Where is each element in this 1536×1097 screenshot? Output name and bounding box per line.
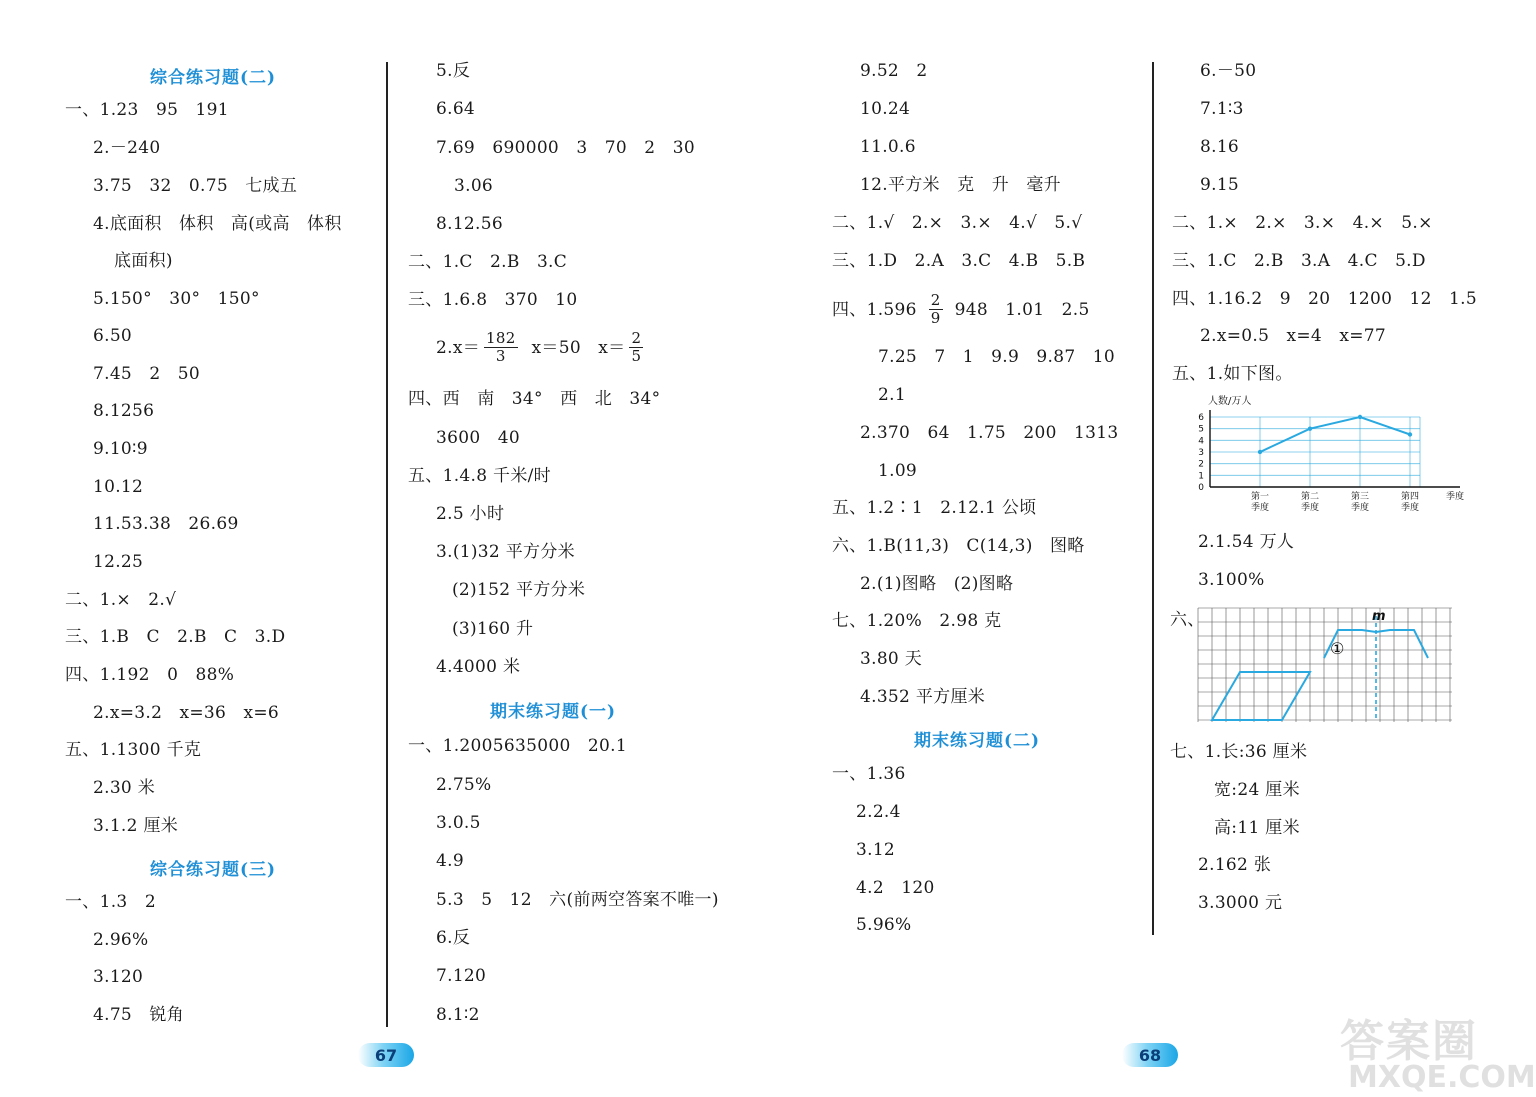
answer-line: 4.底面积 体积 高(或高 体积 <box>93 214 342 234</box>
answer-line: 三、1.C 2.B 3.A 4.C 5.D <box>1172 251 1426 271</box>
answer-line: 3.12 <box>856 840 896 860</box>
answer-line: 10.24 <box>860 99 911 119</box>
answer-line: 9.10∶9 <box>93 439 148 459</box>
answer-line: 四、1.192 0 88% <box>65 665 235 685</box>
chart-x-axis-label: 季度 <box>1445 492 1465 502</box>
chart-x-tick-label: 第四 <box>1400 492 1420 502</box>
answer-line: 2.162 张 <box>1198 855 1272 875</box>
chart-x-tick-label: 第三 <box>1350 492 1370 502</box>
answer-line: 12.平方米 克 升 毫升 <box>860 175 1061 195</box>
chart-x-tick-label: 季度 <box>1300 503 1320 513</box>
chart-x-tick-label: 季度 <box>1250 503 1270 513</box>
answer-line: 四、西 南 34° 西 北 34° <box>408 389 661 409</box>
answer-line: 3.06 <box>454 176 494 196</box>
equation-suffix: 948 1.01 2.5 <box>954 299 1090 320</box>
equation-line <box>436 330 647 365</box>
answer-line: 7.69 690000 3 70 2 30 <box>436 138 695 158</box>
answer-line: 4.2 120 <box>856 878 935 898</box>
axis-label: m <box>1372 609 1386 624</box>
chart-y-tick-label: 2 <box>1198 459 1204 470</box>
answer-line: 1.09 <box>878 461 918 481</box>
chart-y-tick-label: 1 <box>1198 471 1204 482</box>
chart-x-tick-label: 季度 <box>1350 503 1370 513</box>
grid-figure <box>1196 606 1456 726</box>
answer-line: 七、1.长:36 厘米 <box>1170 742 1308 762</box>
answer-line: 2.370 64 1.75 200 1313 <box>860 423 1119 443</box>
fraction-denominator: 9 <box>930 309 941 327</box>
fraction <box>629 330 643 365</box>
answer-line: 五、1.2∶1 2.12.1 公顷 <box>832 498 1037 518</box>
fraction-numerator: 2 <box>930 291 941 309</box>
answer-line: 三、1.D 2.A 3.C 4.B 5.B <box>832 251 1086 271</box>
answer-line: 7.45 2 50 <box>93 364 200 384</box>
section-heading: 综合练习题(三) <box>150 860 277 880</box>
answer-line: 五、1.4.8 千米/时 <box>408 466 551 486</box>
chart-data-point <box>1358 415 1362 419</box>
watermark-url: MXQE.COM <box>1348 1060 1536 1095</box>
equation-prefix: 2.x＝ <box>436 337 481 358</box>
answer-line: 高:11 厘米 <box>1214 818 1300 838</box>
answer-line: 2.x=3.2 x=36 x=6 <box>93 703 279 723</box>
answer-line: 2.1 <box>878 385 906 405</box>
fraction <box>929 292 943 327</box>
answer-line: 12.25 <box>93 552 144 572</box>
answer-line: 11.0.6 <box>860 137 916 157</box>
answer-line: 二、1.× 2.× 3.× 4.× 5.× <box>1172 213 1433 233</box>
answer-line: 二、1.√ 2.× 3.× 4.√ 5.√ <box>832 213 1083 233</box>
chart-y-tick-label: 5 <box>1198 424 1204 435</box>
section-heading: 期末练习题(二) <box>914 731 1041 751</box>
answer-line: 7.25 7 1 9.9 9.87 10 <box>878 347 1116 367</box>
line-chart <box>1180 392 1470 520</box>
watermark-logo-text: 答案圈 <box>1340 1016 1478 1067</box>
chart-data-point <box>1308 426 1312 430</box>
equation-line <box>832 292 1090 327</box>
answer-line: 4.352 平方厘米 <box>860 687 986 707</box>
chart-y-tick-label: 4 <box>1198 436 1204 447</box>
chart-x-tick-label: 第一 <box>1250 492 1270 502</box>
answer-line: 5.96% <box>856 915 912 935</box>
answer-line: 宽:24 厘米 <box>1214 780 1300 800</box>
answer-line: 一、1.3 2 <box>65 892 156 912</box>
chart-series-line <box>1260 417 1410 452</box>
answer-line: 5.3 5 12 六(前两空答案不唯一) <box>436 890 719 910</box>
fraction-numerator: 2 <box>631 329 642 347</box>
answer-line: 3.1.2 厘米 <box>93 816 179 836</box>
fraction <box>484 330 518 365</box>
answer-line: 5.反 <box>436 61 471 81</box>
answer-line: 2.1.54 万人 <box>1198 532 1295 552</box>
answer-line: 2.2.4 <box>856 802 901 822</box>
answer-line: 8.1256 <box>93 401 155 421</box>
page-number-left: 67 <box>358 1043 414 1067</box>
section-label: 六、 <box>1170 610 1205 630</box>
answer-line: 2.96% <box>93 930 149 950</box>
answer-line: 6.反 <box>436 928 471 948</box>
answer-line: 6.64 <box>436 99 476 119</box>
watermark <box>1340 1005 1536 1095</box>
answer-line: (2)152 平方分米 <box>452 580 586 600</box>
answer-line: 七、1.20% 2.98 克 <box>832 611 1002 631</box>
answer-line: 一、1.36 <box>832 764 906 784</box>
chart-y-axis-label: 人数/万人 <box>1208 396 1252 407</box>
answer-line: 9.15 <box>1200 175 1240 195</box>
answer-line: 4.75 锐角 <box>93 1005 184 1025</box>
answer-line: 二、1.× 2.√ <box>65 590 177 610</box>
answer-line: 四、1.16.2 9 20 1200 12 1.5 <box>1172 289 1477 309</box>
shape-label: ① <box>1330 639 1345 658</box>
answer-line: 2.5 小时 <box>436 504 505 524</box>
chart-data-point <box>1408 432 1412 436</box>
chart-x-tick-label: 季度 <box>1400 503 1420 513</box>
chart-y-tick-label: 0 <box>1198 483 1204 493</box>
answer-line: 3.80 天 <box>860 649 923 669</box>
answer-line: 11.53.38 26.69 <box>93 514 239 534</box>
answer-line: 4.9 <box>436 851 464 871</box>
answer-line: (3)160 升 <box>452 619 534 639</box>
chart-data-point <box>1258 450 1262 454</box>
answer-line: 一、1.23 95 191 <box>65 100 229 120</box>
answer-line: 9.52 2 <box>860 61 928 81</box>
equation-middle: x＝50 x＝ <box>531 337 626 358</box>
fraction-denominator: 5 <box>631 347 642 365</box>
section-heading: 期末练习题(一) <box>490 702 617 722</box>
answer-line: 3.120 <box>93 967 144 987</box>
answer-line: 3.100% <box>1198 570 1265 590</box>
answer-line: 五、1.如下图。 <box>1172 364 1293 384</box>
answer-line: 一、1.2005635000 20.1 <box>408 736 627 756</box>
answer-line: 8.16 <box>1200 137 1240 157</box>
answer-line: 6.－50 <box>1200 61 1257 81</box>
fraction-denominator: 3 <box>495 347 506 365</box>
column-divider <box>1152 62 1154 935</box>
page-number-right: 68 <box>1122 1043 1178 1067</box>
chart-y-tick-label: 3 <box>1198 448 1204 458</box>
parallelogram-shape <box>1212 672 1310 720</box>
answer-line: 2.(1)图略 (2)图略 <box>860 574 1014 594</box>
chart-x-tick-label: 第二 <box>1300 492 1320 502</box>
answer-line: 2.30 米 <box>93 778 156 798</box>
chart-y-tick-label: 6 <box>1198 413 1204 423</box>
answer-line: 4.4000 米 <box>436 657 521 677</box>
answer-line: 3600 40 <box>436 428 520 448</box>
answer-line: 3.75 32 0.75 七成五 <box>93 176 298 196</box>
fraction-numerator: 182 <box>486 329 516 347</box>
answer-line: 2.x=0.5 x=4 x=77 <box>1200 326 1386 346</box>
answer-line: 10.12 <box>93 477 144 497</box>
answer-line: 8.1∶2 <box>436 1005 480 1025</box>
answer-line: 5.150° 30° 150° <box>93 289 260 309</box>
answer-line: 三、1.6.8 370 10 <box>408 290 578 310</box>
answer-line: 3.(1)32 平方分米 <box>436 542 575 562</box>
answer-line: 6.50 <box>93 326 133 346</box>
answer-line: 3.3000 元 <box>1198 893 1283 913</box>
answer-line: 7.1∶3 <box>1200 99 1244 119</box>
answer-line: 底面积) <box>114 251 173 271</box>
answer-line: 2.－240 <box>93 138 161 158</box>
answer-line: 六、1.B(11,3) C(14,3) 图略 <box>832 536 1085 556</box>
answer-line: 二、1.C 2.B 3.C <box>408 252 568 272</box>
answer-line: 2.75% <box>436 775 492 795</box>
answer-line: 五、1.1300 千克 <box>65 740 202 760</box>
answer-line: 7.120 <box>436 966 487 986</box>
answer-line: 3.0.5 <box>436 813 481 833</box>
section-heading: 综合练习题(二) <box>150 68 277 88</box>
answer-line: 8.12.56 <box>436 214 503 234</box>
column-divider <box>386 62 388 1027</box>
answer-line: 三、1.B C 2.B C 3.D <box>65 627 286 647</box>
equation-prefix: 四、1.596 <box>832 299 917 320</box>
